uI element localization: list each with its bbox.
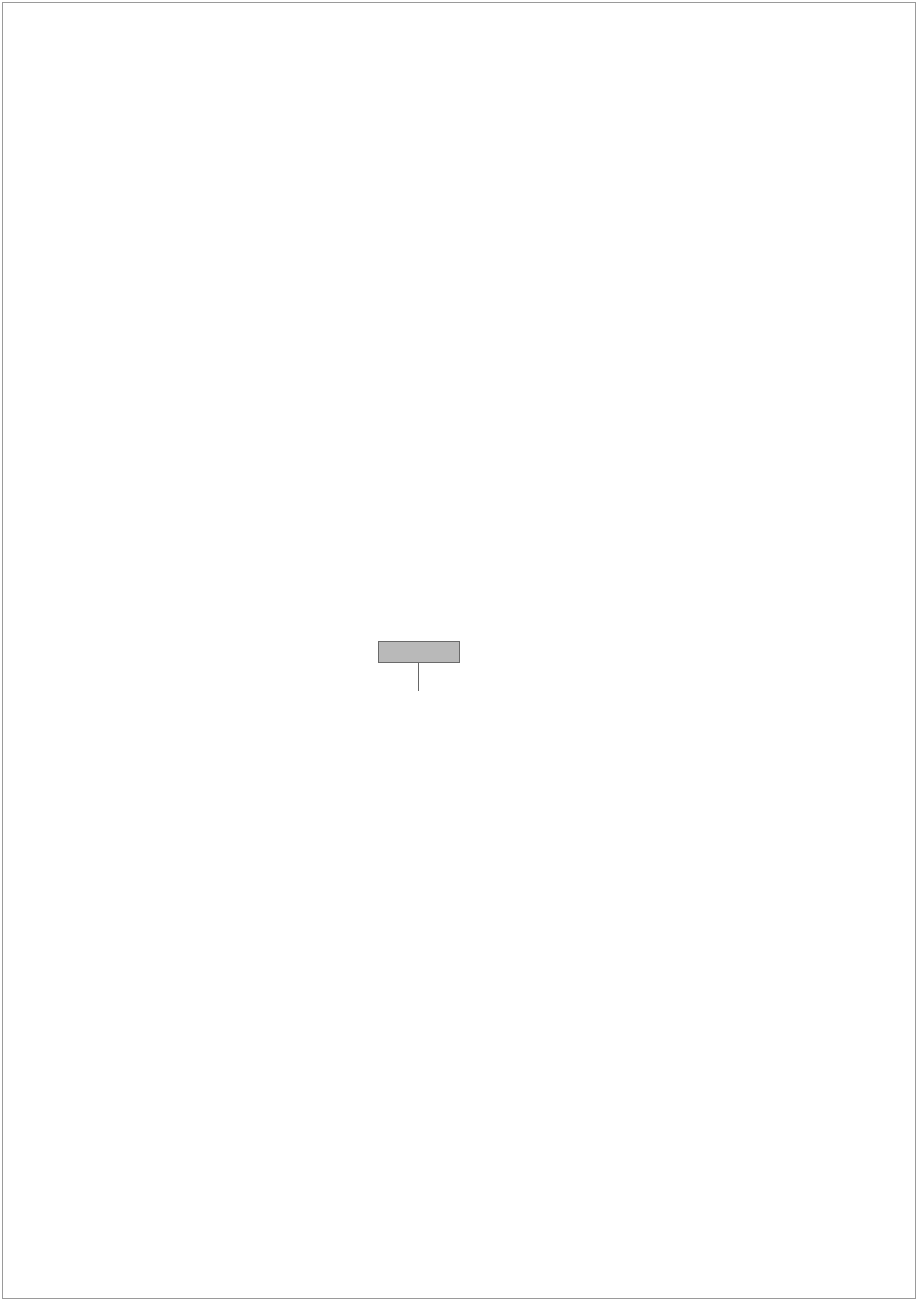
root-connector xyxy=(418,663,419,691)
org-root xyxy=(378,641,460,663)
